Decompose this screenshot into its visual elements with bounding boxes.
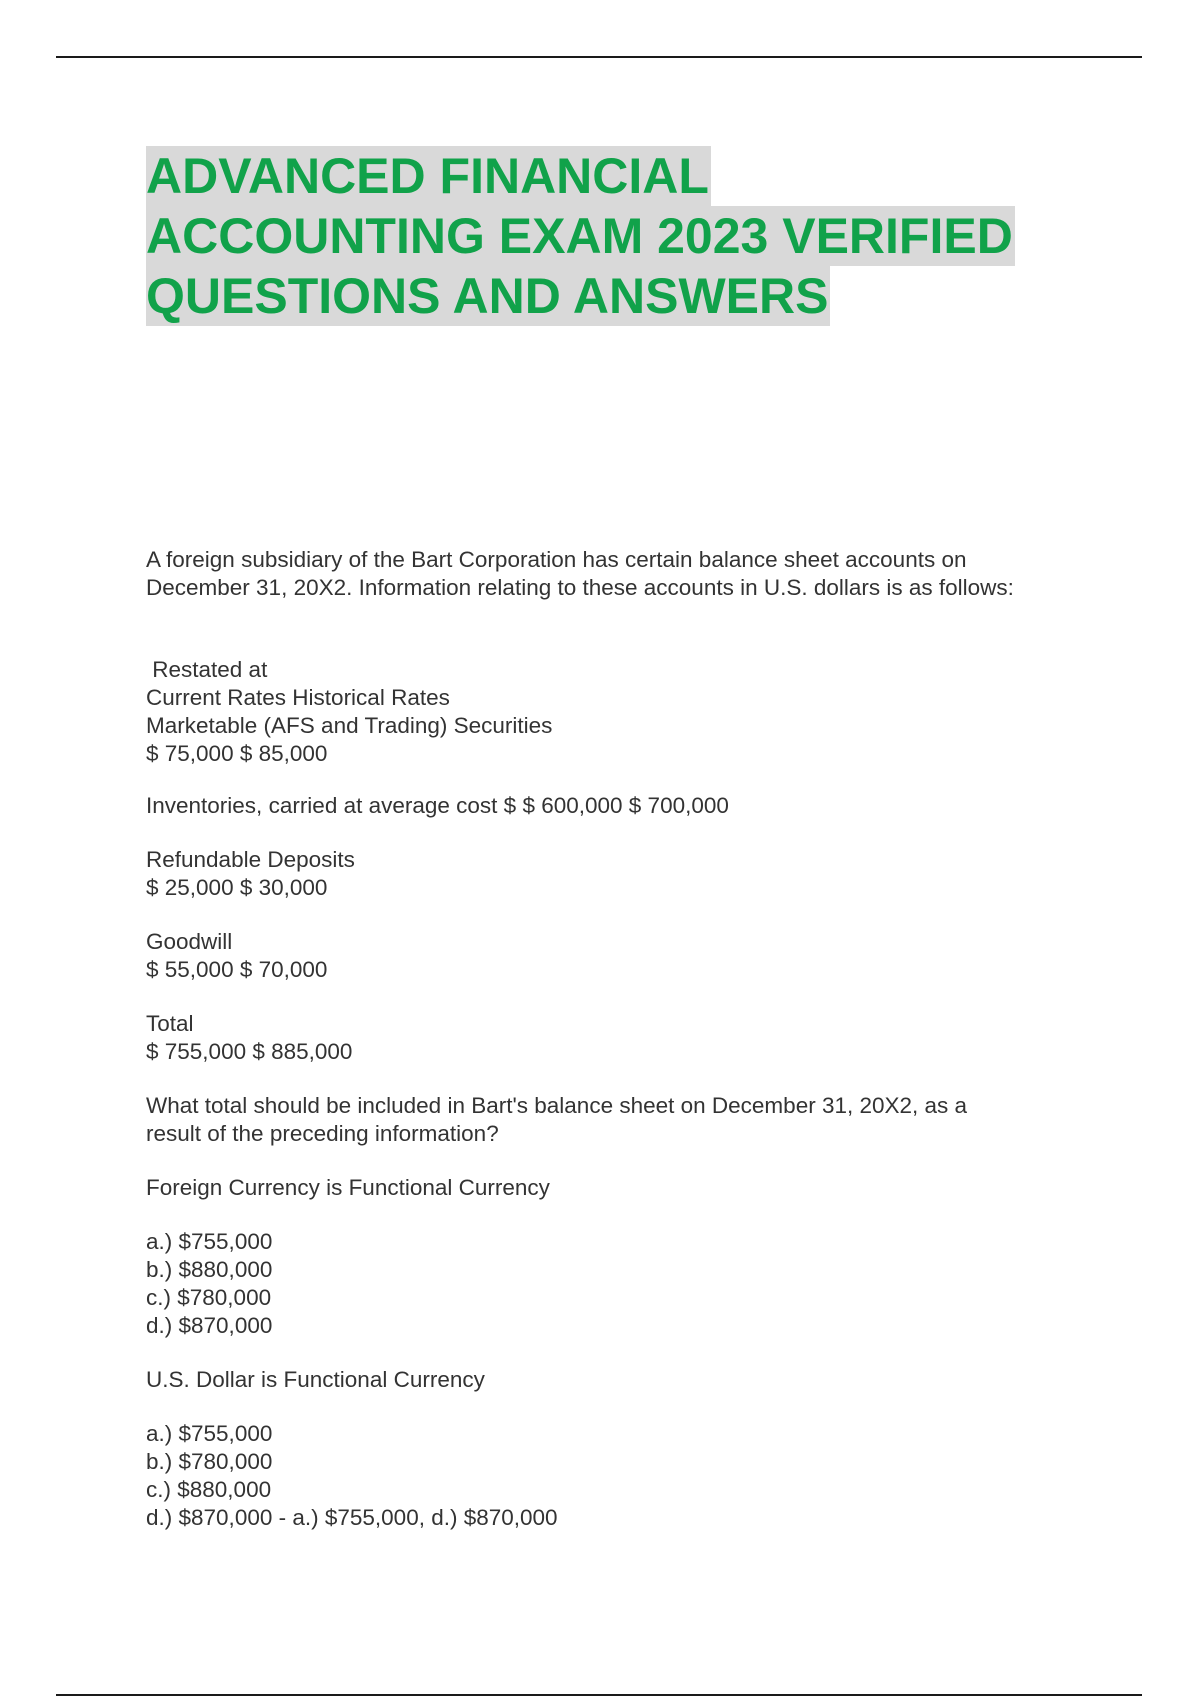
account-values: $ 75,000 $ 85,000 [146,741,328,766]
account-values: $ 25,000 $ 30,000 [146,875,328,900]
document-body [146,546,1096,1532]
intro-paragraph [146,546,1096,602]
intro-line: A foreign subsidiary of the Bart Corporation has certain balance sheet accounts on [146,547,967,572]
top-rule [56,56,1142,58]
account-row [146,792,1096,820]
account-line: Inventories, carried at average cost $ $ 600,000 $ 700,000 [146,793,729,818]
account-name: Refundable Deposits [146,847,355,872]
answer-option: b.) $880,000 [146,1257,273,1282]
part1-options [146,1228,1096,1340]
account-name: Total [146,1011,194,1036]
answer-option: c.) $880,000 [146,1477,272,1502]
account-name: Goodwill [146,929,233,954]
part2-options [146,1420,1096,1532]
answer-option: d.) $870,000 [146,1313,273,1338]
answer-option: a.) $755,000 [146,1229,273,1254]
question-paragraph [146,1092,1096,1148]
answer-option: c.) $780,000 [146,1285,272,1310]
intro-line: December 31, 20X2. Information relating to these accounts in U.S. dollars is as follows: [146,575,1014,600]
title-line: ACCOUNTING EXAM 2023 VERIFIED [146,208,1013,264]
question-line: What total should be included in Bart's balance sheet on December 31, 20X2, as a [146,1093,968,1118]
bottom-rule [56,1694,1142,1696]
question-line: result of the preceding information? [146,1121,499,1146]
account-row-total [146,1010,1096,1066]
answer-option: a.) $755,000 [146,1421,273,1446]
answer-option-with-key: d.) $870,000 - a.) $755,000, d.) $870,000 [146,1505,558,1530]
table-header-line: Restated at [146,657,268,682]
document-title [146,146,1086,326]
part2-heading: U.S. Dollar is Functional Currency [146,1367,485,1392]
account-name: Marketable (AFS and Trading) Securities [146,713,553,738]
table-header [146,656,1096,768]
account-values: $ 55,000 $ 70,000 [146,957,328,982]
table-header-line: Current Rates Historical Rates [146,685,450,710]
account-row [146,846,1096,902]
account-row [146,928,1096,984]
answer-option: b.) $780,000 [146,1449,273,1474]
title-line: QUESTIONS AND ANSWERS [146,268,829,324]
part1-heading: Foreign Currency is Functional Currency [146,1175,550,1200]
account-values: $ 755,000 $ 885,000 [146,1039,353,1064]
title-line: ADVANCED FINANCIAL [146,148,709,204]
